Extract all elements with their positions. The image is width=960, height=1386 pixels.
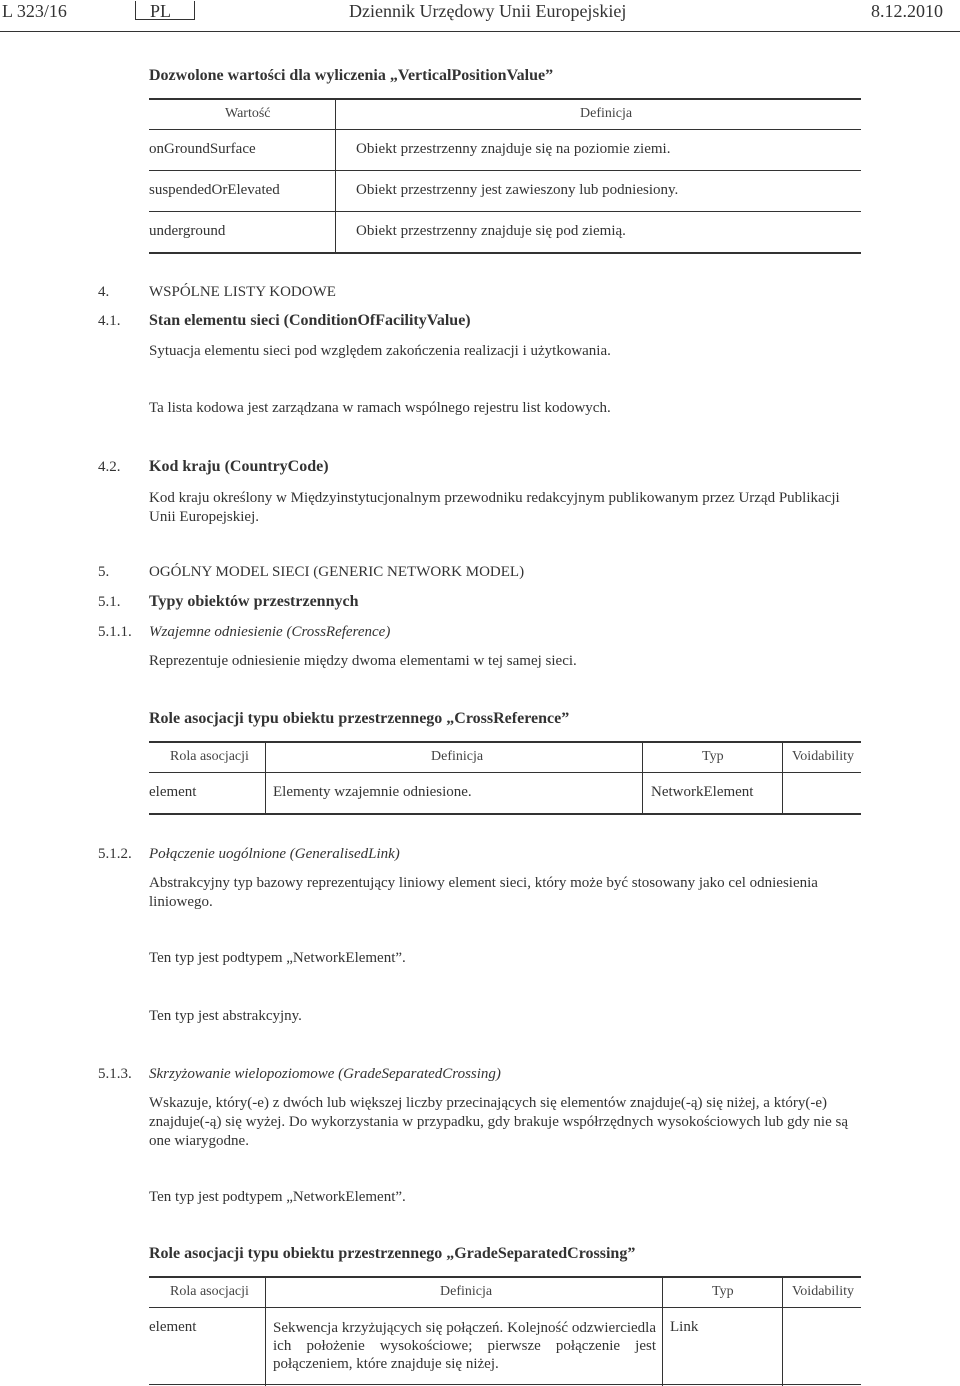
section-number: 4.2. bbox=[98, 459, 121, 475]
cr-col-type: Typ bbox=[702, 749, 724, 764]
section-title: WSPÓLNE LISTY KODOWE bbox=[149, 284, 336, 300]
vpv-table-title: Dozwolone wartości dla wyliczenia „VerticalPositionValue” bbox=[149, 67, 554, 84]
vpv-row-value: suspendedOrElevated bbox=[149, 182, 280, 198]
paragraph: Ta lista kodowa jest zarządzana w ramach wspólnego rejestru list kodowych. bbox=[149, 400, 611, 416]
header-rule bbox=[0, 31, 960, 32]
paragraph: Wskazuje, który(-e) z dwóch lub większej liczby przecinających się elementów znajduje(-ą) się niżej, a który(-e) znajduje(-ą) się wyżej. Do wykorzystania w przypadku, gdy brakuje współrzędnych wysokościowych lub gdy nie są one wiarygodne. bbox=[149, 1095, 848, 1149]
vpv-col-definition: Definicja bbox=[580, 106, 633, 121]
cr-col-divider bbox=[265, 741, 266, 814]
cr-cell-role: element bbox=[149, 784, 197, 800]
paragraph: Ten typ jest abstrakcyjny. bbox=[149, 1008, 302, 1024]
gsc-cell-role: element bbox=[149, 1319, 197, 1335]
section-title: Wzajemne odniesienie (CrossReference) bbox=[149, 624, 391, 640]
cr-table-title: Role asocjacji typu obiektu przestrzennego „CrossReference” bbox=[149, 710, 570, 727]
vpv-row-definition: Obiekt przestrzenny znajduje się na poziomie ziemi. bbox=[356, 141, 671, 157]
vpv-row-definition: Obiekt przestrzenny znajduje się pod ziemią. bbox=[356, 223, 626, 239]
gsc-col-voidability: Voidability bbox=[792, 1284, 854, 1299]
section-number: 5.1. bbox=[98, 594, 121, 610]
gsc-cell-type: Link bbox=[670, 1319, 699, 1335]
gsc-col-type: Typ bbox=[712, 1284, 734, 1299]
section-number: 5.1.1. bbox=[98, 624, 132, 640]
gsc-col-divider bbox=[782, 1276, 783, 1386]
paragraph: Ten typ jest podtypem „NetworkElement”. bbox=[149, 1189, 406, 1205]
section-title: Typy obiektów przestrzennych bbox=[149, 593, 359, 610]
gsc-header-rule bbox=[149, 1307, 861, 1308]
gsc-col-divider bbox=[265, 1276, 266, 1386]
gsc-col-definition: Definicja bbox=[440, 1284, 493, 1299]
page-reference: L 323/16 bbox=[2, 1, 67, 21]
section-title: Połączenie uogólnione (GeneralisedLink) bbox=[149, 846, 400, 862]
paragraph: Sytuacja elementu sieci pod względem zakończenia realizacji i użytkowania. bbox=[149, 343, 611, 359]
gsc-table-top-rule bbox=[149, 1276, 861, 1278]
section-number: 4.1. bbox=[98, 313, 121, 329]
gsc-col-role: Rola asocjacji bbox=[170, 1284, 249, 1299]
section-number: 5. bbox=[98, 564, 110, 580]
section-title: OGÓLNY MODEL SIECI (GENERIC NETWORK MODEL) bbox=[149, 564, 525, 580]
gsc-table-title: Role asocjacji typu obiektu przestrzennego „GradeSeparatedCrossing” bbox=[149, 1245, 636, 1262]
vpv-row-value: underground bbox=[149, 223, 226, 239]
cr-col-voidability: Voidability bbox=[792, 749, 854, 764]
section-number: 5.1.3. bbox=[98, 1066, 132, 1082]
paragraph: Abstrakcyjny typ bazowy reprezentujący liniowy element sieci, który może być stosowany jako cel odniesienia liniowego. bbox=[149, 875, 818, 910]
cr-cell-type: NetworkElement bbox=[651, 784, 754, 800]
cr-col-role: Rola asocjacji bbox=[170, 749, 249, 764]
publication-date: 8.12.2010 bbox=[871, 1, 943, 21]
journal-title: Dziennik Urzędowy Unii Europejskiej bbox=[349, 1, 627, 21]
gsc-table-bottom-rule bbox=[149, 1384, 861, 1385]
gsc-cell-definition: Sekwencja krzyżujących się połączeń. Kolejność odzwierciedla ich położenie wysokościowe; pierwsze połączenie jest połączeniem, które znajduje się niżej. bbox=[273, 1320, 656, 1372]
paragraph: Ten typ jest podtypem „NetworkElement”. bbox=[149, 950, 406, 966]
vpv-table-bottom-rule bbox=[149, 252, 861, 254]
vpv-header-rule bbox=[149, 129, 861, 130]
section-number: 5.1.2. bbox=[98, 846, 132, 862]
vpv-row-rule bbox=[149, 170, 861, 171]
section-number: 4. bbox=[98, 284, 110, 300]
cr-col-divider bbox=[782, 741, 783, 814]
section-title: Kod kraju (CountryCode) bbox=[149, 458, 329, 475]
paragraph: Kod kraju określony w Międzyinstytucjonalnym przewodniku redakcyjnym publikowanym przez Urząd Publikacji Unii Europejskiej. bbox=[149, 490, 840, 525]
cr-cell-definition: Elementy wzajemnie odniesione. bbox=[273, 784, 472, 800]
section-title: Skrzyżowanie wielopoziomowe (GradeSeparatedCrossing) bbox=[149, 1066, 501, 1082]
vpv-row-definition: Obiekt przestrzenny jest zawieszony lub podniesiony. bbox=[356, 182, 679, 198]
vpv-table-top-rule bbox=[149, 98, 861, 100]
vpv-row-rule bbox=[149, 211, 861, 212]
vpv-col-divider bbox=[335, 98, 336, 253]
cr-table-bottom-rule bbox=[149, 813, 861, 815]
cr-col-definition: Definicja bbox=[431, 749, 484, 764]
vpv-row-value: onGroundSurface bbox=[149, 141, 256, 157]
language-code: PL bbox=[150, 1, 172, 21]
vpv-col-value: Wartość bbox=[225, 106, 271, 121]
gsc-col-divider bbox=[662, 1276, 663, 1386]
cr-col-divider bbox=[642, 741, 643, 814]
paragraph: Reprezentuje odniesienie między dwoma elementami w tej samej sieci. bbox=[149, 653, 577, 669]
cr-header-rule bbox=[149, 772, 861, 773]
section-title: Stan elementu sieci (ConditionOfFacilityValue) bbox=[149, 312, 471, 329]
cr-table-top-rule bbox=[149, 741, 861, 743]
